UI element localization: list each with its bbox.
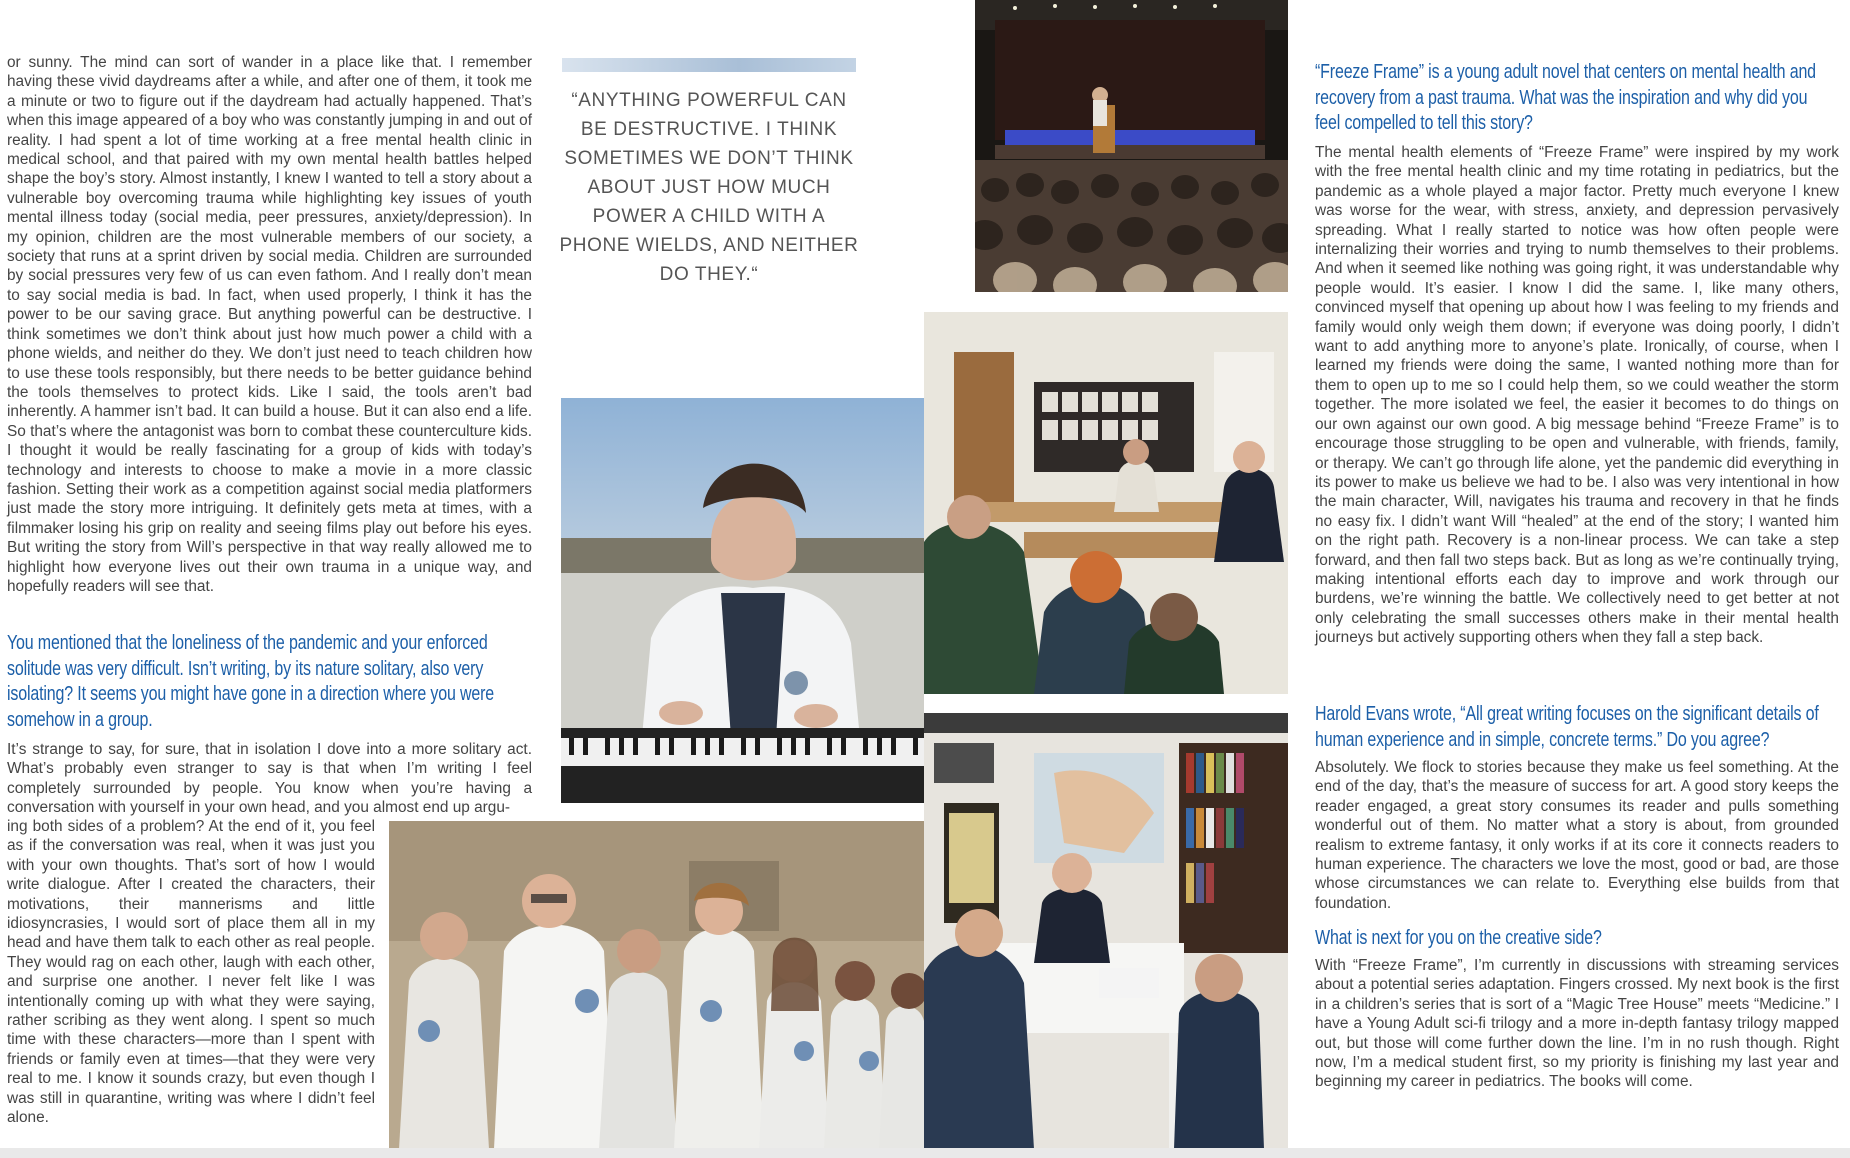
question-heading: You mentioned that the loneliness of the pandemic and your enforced solitude was very difficult. Isn’t writing, by its nature solitary, also very isolating? It seems you might have gone in a direction where you were somehow in a group. — [7, 632, 495, 731]
question-freeze-frame — [1315, 60, 1831, 137]
answer-harold-evans — [1315, 758, 1839, 913]
answer-paragraph: It’s strange to say, for sure, that in isolation I dove into a more solitary act. What’s probably even stranger to say is that when I’m writing I feel completely surrounded by people. You know when you’re having a conversation with yourself in your own head, and you almost end up argu- — [7, 741, 532, 817]
photo-classroom-visit — [924, 312, 1288, 694]
photo-white-coats-group-image — [389, 821, 924, 1149]
question-heading: “Freeze Frame” is a young adult novel that centers on mental health and recovery from a past trauma. What was the inspiration and why did you feel compelled to tell this story? — [1315, 61, 1816, 134]
page-bottom-edge — [0, 1148, 1850, 1158]
answer-paragraph: The mental health elements of “Freeze Frame” were inspired by my work with the free mental health clinic and my time rotating in pediatrics, but the pandemic as a whole played a major factor. Pretty much everyone I knew was worse for the wear, with stress, anxiety, and depression pervasively spreading. What I really started to notice was how often people were internalizing their worries and trying to numb themselves to their problems. And when it seemed like nothing was going right, it was understandable why people would. It’s easier. I know I did the same. I, like many others, convinced myself that opening up about how I was feeling to my friends and family would only weigh them down; if everyone was doing poorly, I didn’t want to add anything more to anyone’s plate. Ironically, of course, when I learned my friends were doing the same, I wanted nothing more than for them to open up to me so I could help them, so we could weather the storm together. The more isolated we feel, the easier it becomes to do things on our own against our own good. A big message behind “Freeze Frame” is to encourage those struggling to be open and vulnerable, with friends, family, or therapy. We can’t go through life alone, yet the pandemic did everything in its power to make us believe we had to be. I also was very intentional in how the main character, Will, navigates his trauma and recovery in that he finds no easy fix. I didn’t want Will “healed” at the end of the story; I wanted him on the right path. Recovery is a non-linear process. We can take a step forward, and then fall two steps back. But as long as we’re continually trying, making intentional efforts each day to improve and work through our burdens, we’re winning the battle. We collectively need to get better at not only celebrating the small successes others make in their mental health journeys but actively supporting others when they fall a step back. — [1315, 144, 1839, 647]
photo-auditorium-talk — [975, 0, 1288, 292]
question-loneliness — [7, 631, 503, 733]
photo-office-interview-image — [924, 713, 1288, 1149]
answer-paragraph: With “Freeze Frame”, I’m currently in discussions with streaming services about a potential series adaptation. Fingers crossed. My next book is the first in a children’s series that is sort of a “Magic Tree House” meets “Medicine.” I have a Young Adult sci-fi trilogy and a more in-depth fantasy trilogy mapped out, but those will come further down the line. I’m in no rush though. Right now, I’m a medical student first, so my priority is finishing my last year and beginning my career in pediatrics. The books will come. — [1315, 957, 1839, 1091]
photo-auditorium-talk-image — [975, 0, 1288, 292]
photo-author-piano — [561, 398, 924, 803]
photo-office-interview — [924, 713, 1288, 1149]
answer-paragraph: ing both sides of a problem? At the end of it, you feel as if the conversation was real, when it was just you with your own thoughts. That’s sort of how I would write dialogue. After I created the characters, their motivations, their mannerisms and little idiosyncrasies, I would sort of place them all in my head and have them talk to each other as real people. They would rag on each other, laugh with each other, and surprise one another. I never felt like I was intentionally coming up with what they were saying, rather scribing as they went along. I spent so much time with these characters—more than I spent with friends or family even at times—that they were very real to me. I know it sounds crazy, but even though I was still in quarantine, writing was where I didn’t feel alone. — [7, 818, 375, 1127]
question-heading: What is next for you on the creative side? — [1315, 927, 1602, 949]
question-whats-next — [1315, 926, 1839, 952]
left-column-text — [7, 53, 532, 596]
photo-author-piano-image — [561, 398, 924, 803]
answer-paragraph: Absolutely. We flock to stories because they make us feel something. At the end of the day, that’s the measure of success for art. A good story keeps the reader engaged, a great story consumes its reader and pulls something wonderful out of them. No matter what a story is about, from grounded realism to extreme fantasy, it only works if at its core it connects readers to human experience. The characters we love the most, good or bad, are those whose circumstances we can relate to. Everything else builds from that foundation. — [1315, 759, 1839, 912]
pull-quote-bar — [562, 58, 856, 72]
answer-whats-next — [1315, 956, 1839, 1092]
question-heading: Harold Evans wrote, “All great writing focuses on the significant details of human experience and in simple, concrete terms.” Do you agree? — [1315, 703, 1819, 751]
answer-loneliness-top — [7, 740, 532, 818]
photo-classroom-visit-image — [924, 312, 1288, 694]
answer-loneliness-bottom — [7, 817, 375, 1128]
answer-freeze-frame — [1315, 143, 1839, 648]
photo-white-coats-group — [389, 821, 924, 1149]
question-harold-evans — [1315, 702, 1839, 753]
answer-paragraph: or sunny. The mind can sort of wander in a place like that. I remember having these vivid daydreams after a while, and after one of them, it took me a minute or two to figure out if the daydream had actually happened. That’s when this image appeared of a boy who was constantly jumping in and out of reality. I had spent a lot of time working at a free mental health clinic in medical school, and that paired with my own mental health battles helped shape the boy’s story. Almost instantly, I knew I wanted to tell a story about a vulnerable boy overcoming trauma while highlighting key issues of youth mental illness today (social media, peer pressures, anxiety/depression). In my opinion, children are the most vulnerable members of our society, a society that runs at a sprint driven by social media. Children are surrounded by social pressures very few of us can even fathom. And I really don’t mean to say social media is bad. In fact, when used properly, I think it has the power to be our saving grace. But anything powerful can be destructive. I think sometimes we don’t think about just how much power a child with a phone wields, and neither do they. We don’t just need to teach children how to use these tools responsibly, but there needs to be better guidance behind the tools themselves to protect kids. Like I said, the tools aren’t bad inherently. A hammer isn’t bad. It can build a house. But it can also end a life. So that’s where the antagonist was born to combat these counterculture kids. I thought it would be really fascinating for a group of kids with today’s technology and interests to choose to make a movie in a more classic fashion. Setting their work as a competition against social media platformers just made the story more intriguing. It definitely gets meta at times, with a filmmaker losing his grip on reality and seeing films play out before his eyes. But writing the story from Will’s perspective in that way really allowed me to highlight how everyone lives out their own trauma in a unique way, and hopefully readers will see that. — [7, 54, 533, 595]
pull-quote: “ANYTHING POWERFUL CAN BE DESTRUCTIVE. I THINK SOMETIMES WE DON’T THINK ABOUT JUST HOW MUCH POWER A CHILD WITH A PHONE WIELDS, AND NEITHER DO THEY.“ — [559, 90, 859, 285]
